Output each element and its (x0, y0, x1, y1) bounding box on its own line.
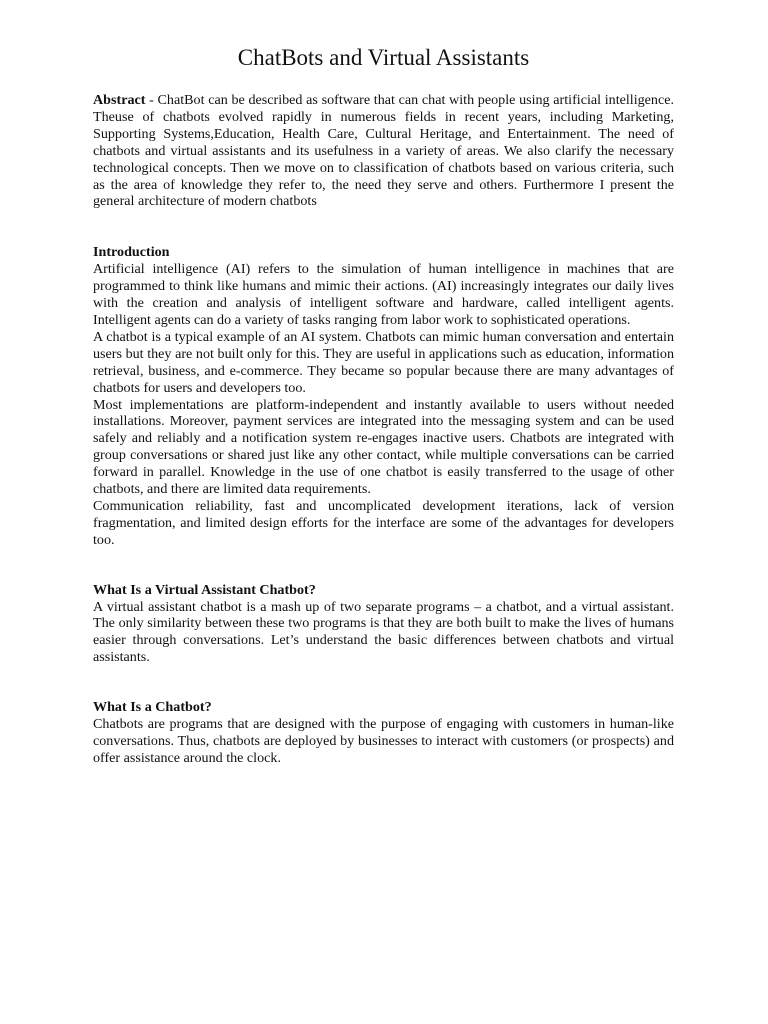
introduction-paragraph-2: A chatbot is a typical example of an AI system. Chatbots can mimic human conversation and entertain users but they are not built only for this. They are useful in applications such as education, information retrieval, business, and e-commerce. They became so popular because there are many advantages of chatbots for users and developers too. (93, 328, 674, 396)
virtual-assistant-paragraph: A virtual assistant chatbot is a mash up of two separate programs – a chatbot, and a virtual assistant. The only similarity between these two programs is that they are both built to make the lives of humans easier through conversations. Let’s understand the basic differences between chatbots and virtual assistants. (93, 598, 674, 666)
document-title: ChatBots and Virtual Assistants (237, 45, 530, 70)
section-heading-introduction: Introduction (93, 244, 170, 261)
section-virtual-assistant-chatbot (93, 582, 674, 667)
section-chatbot (93, 699, 674, 767)
introduction-paragraph-3: Most implementations are platform-independent and instantly available to users without needed installations. Moreover, payment services are integrated into the messaging system and can be used safely and reliably and a notification system re-engages inactive users. Chatbots are integrated with group conversations or shared just like any other contact, while multiple conversations can be carried forward in parallel. Knowledge in the use of one chatbot is easily transferred to the usage of other chatbots, and there are limited data requirements. (93, 396, 674, 498)
introduction-paragraph-4: Communication reliability, fast and uncomplicated development iterations, lack of version fragmentation, and limited design efforts for the interface are some of the advantages for developers too. (93, 497, 674, 548)
chatbot-paragraph: Chatbots are programs that are designed with the purpose of engaging with customers in human-like conversations. Thus, chatbots are deployed by businesses to interact with customers (or prospects) and offer assistance around the clock. (93, 716, 674, 766)
abstract-paragraph (93, 92, 674, 210)
section-introduction (93, 244, 674, 548)
section-heading-virtual-assistant-chatbot: What Is a Virtual Assistant Chatbot? (93, 581, 316, 598)
abstract-label: Abstract (93, 92, 146, 108)
introduction-paragraph-1: Artificial intelligence (AI) refers to the simulation of human intelligence in machines that are programmed to think like humans and mimic their actions. (AI) increasingly integrates our daily lives with the creation and analysis of intelligent software and hardware, called intelligent agents. Intelligent agents can do a variety of tasks ranging from labor work to sophisticated operations. (93, 261, 674, 328)
abstract-text: - ChatBot can be described as software that can chat with people using artificial intelligence. Theuse of chatbots evolved rapidly in numerous fields in recent years, including Marketing, Supporting Systems,Education, Health Care, Cultural Heritage, and Entertainment. The need of chatbots and virtual assistants and its usefulness in a variety of areas. We also clarify the necessary technological concepts. Then we move on to classification of chatbots based on various criteria, such as the area of knowledge they refer to, the need they serve and others. Furthermore I present the general architecture of modern chatbots (93, 92, 674, 210)
section-heading-chatbot: What Is a Chatbot? (93, 699, 212, 716)
